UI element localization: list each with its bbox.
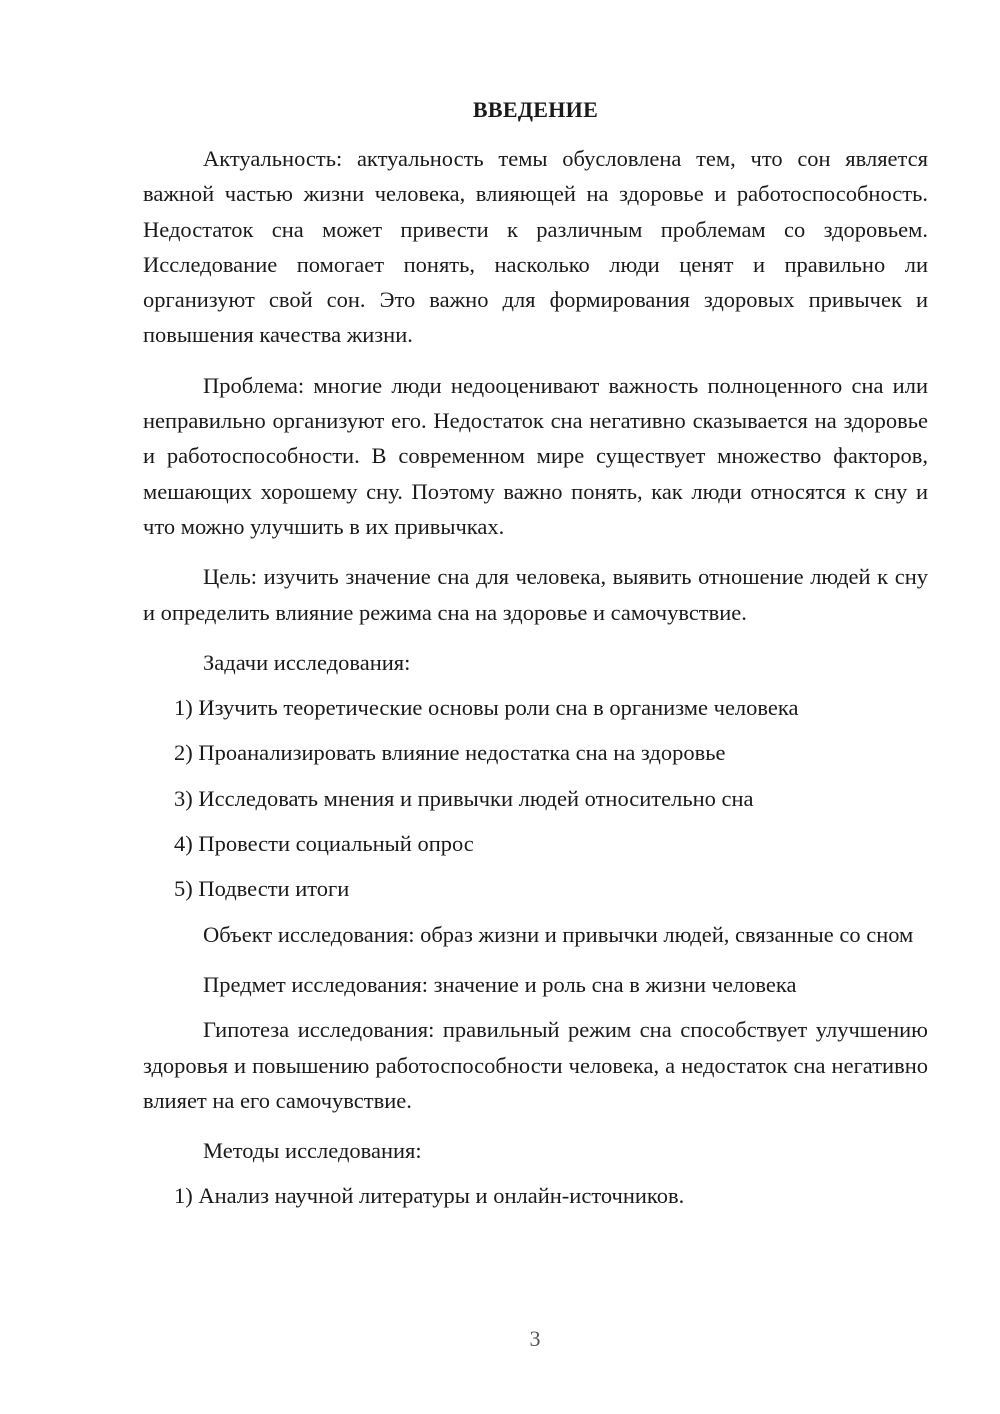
task-item-3: 3) Исследовать мнения и привычки людей относительно сна (174, 785, 754, 811)
methods-heading: Методы исследования: (203, 1138, 422, 1164)
method-item-1: 1) Анализ научной литературы и онлайн-источников. (174, 1183, 685, 1209)
goal-paragraph: Цель: изучить значение сна для человека, выявить отношение людей к сну и определить влияние режима сна на здоровье и самочувствие. (143, 564, 928, 625)
relevance-paragraph: Актуальность: актуальность темы обусловлена тем, что сон является важной частью жизни человека, влияющей на здоровье и работоспособность. Недостаток сна может привести к различным проблемам со здоровьем. Исследование помогает понять, насколько люди ценят и правильно ли организуют свой сон. Это важно для формирования здоровых привычек и повышения качества жизни. (143, 146, 928, 348)
task-item-1: 1) Изучить теоретические основы роли сна в организме человека (174, 695, 799, 721)
problem-paragraph: Проблема: многие люди недооценивают важность полноценного сна или неправильно организуют его. Недостаток сна негативно сказывается на здоровье и работоспособности. В современном мире существует множество факторов, мешающих хорошему сну. Поэтому важно понять, как люди относятся к сну и что можно улучшить в их привычках. (143, 372, 928, 539)
task-item-2: 2) Проанализировать влияние недостатка сна на здоровье (174, 740, 726, 766)
methods-list (143, 1178, 928, 1213)
page-number: 3 (529, 1326, 541, 1351)
task-item-4: 4) Провести социальный опрос (174, 831, 474, 857)
tasks-list (143, 690, 928, 906)
document-page (143, 92, 928, 1224)
section-title: ВВЕДЕНИЕ (472, 97, 599, 122)
tasks-heading: Задачи исследования: (203, 649, 411, 675)
object-paragraph: Объект исследования: образ жизни и привычки людей, связанные со сном (203, 921, 914, 947)
hypothesis-paragraph: Гипотеза исследования: правильный режим сна способствует улучшению здоровья и повышению работоспособности человека, а недостаток сна негативно влияет на его самочувствие. (143, 1017, 928, 1113)
subject-paragraph: Предмет исследования: значение и роль сна в жизни человека (203, 971, 797, 997)
task-item-5: 5) Подвести итоги (174, 876, 350, 902)
